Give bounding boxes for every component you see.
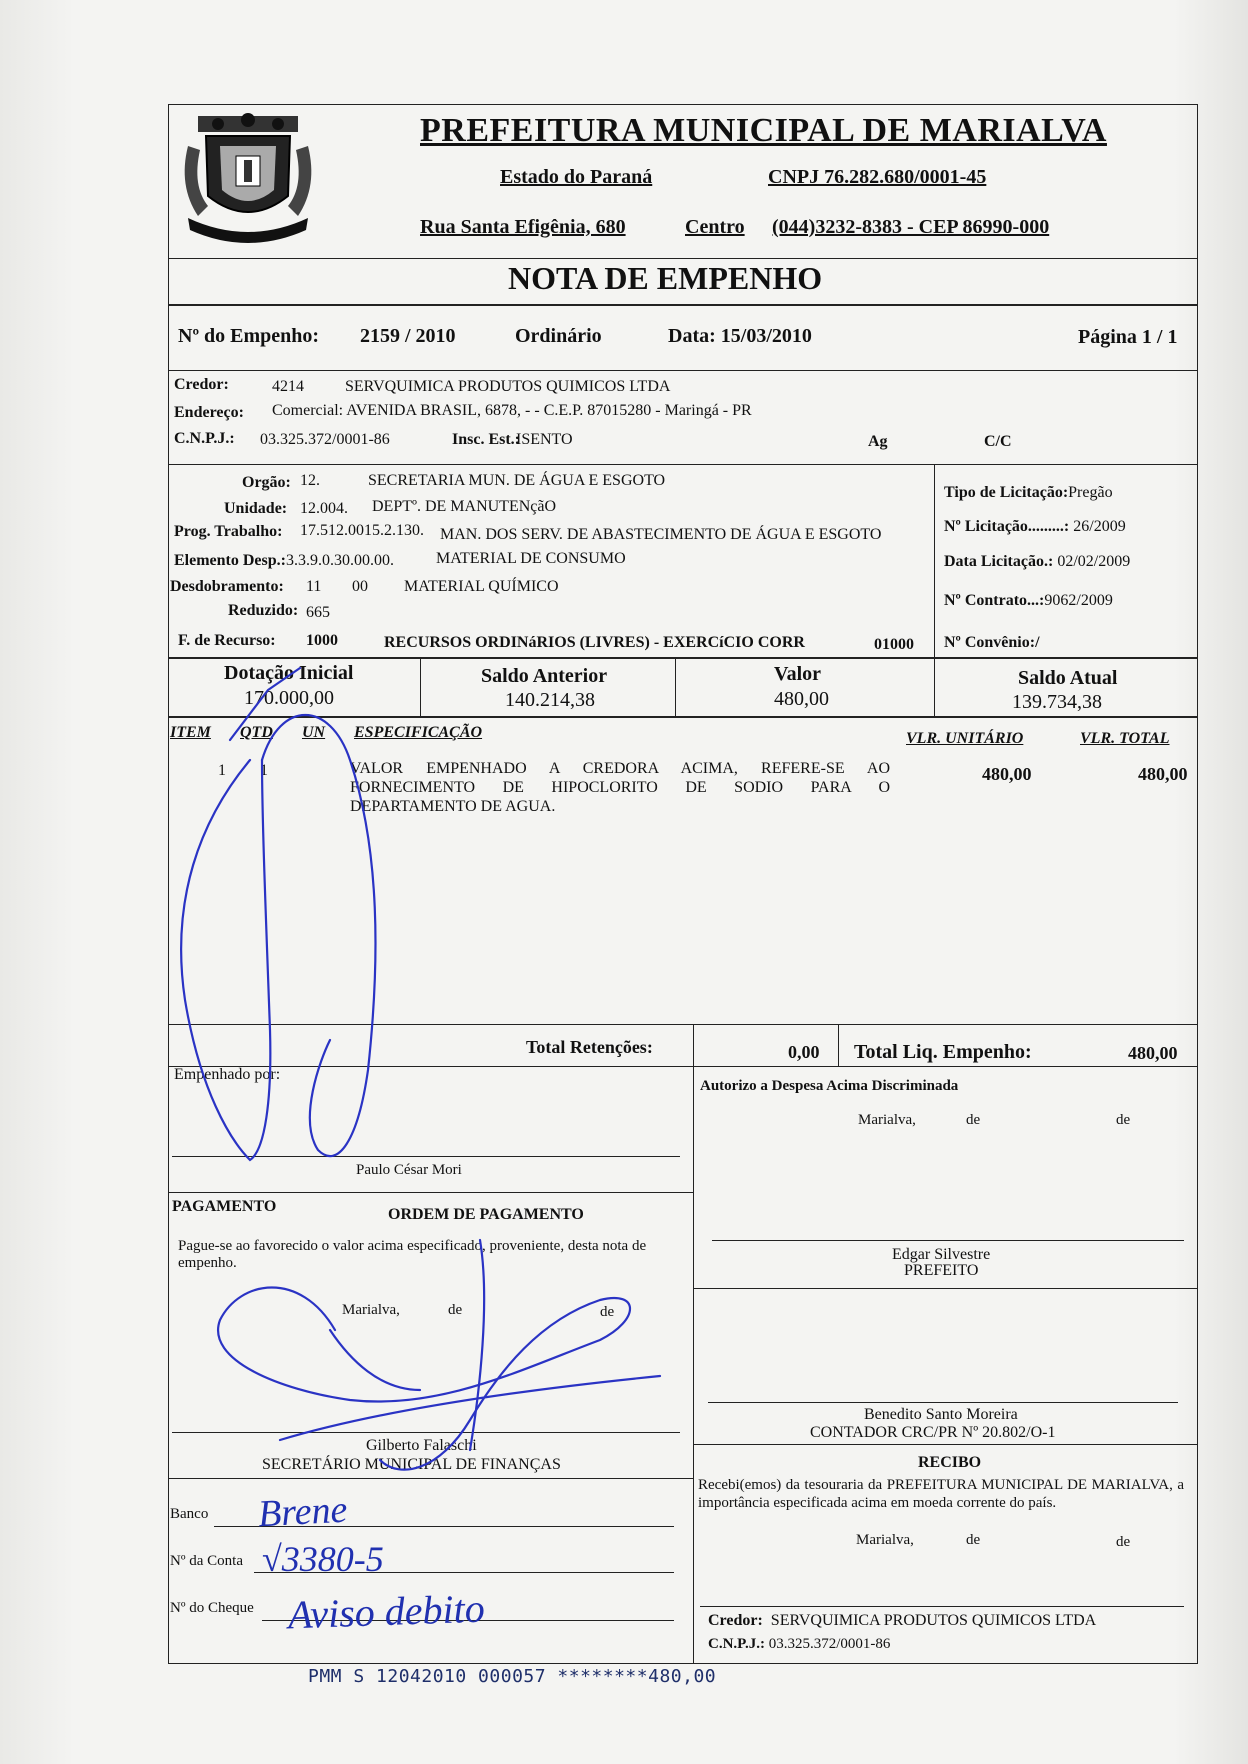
divider [693,1066,694,1664]
desd: MATERIAL QUÍMICO [404,578,559,595]
signature-line [712,1240,1184,1241]
item-spec-line-3: DEPARTAMENTO DE AGUA. [350,798,556,815]
contrato-label: Nº Contrato...: [944,592,1045,609]
empenhado-name: Paulo César Mori [356,1162,462,1178]
ordem-pagamento: ORDEM DE PAGAMENTO [388,1206,584,1223]
item-spec-line-1: VALOR EMPENHADO A CREDORA ACIMA, REFERE-SE AO [350,760,890,777]
empenho-label: Nº do Empenho: [178,325,320,347]
elem-label: Elemento Desp.: [174,552,286,569]
header-title: PREFEITURA MUNICIPAL DE MARIALVA [420,112,1107,149]
unidade-label: Unidade: [224,500,288,517]
item-unit-value: 480,00 [982,764,1032,784]
signature-line [172,1432,680,1433]
secretario-title: SECRETÁRIO MUNICIPAL DE FINANÇAS [262,1456,561,1473]
empenho-type: Ordinário [515,325,602,347]
recurso: RECURSOS ORDINáRIOS (LIVRES) - EXERCíCIO CORR [384,634,805,651]
divider [168,1192,693,1193]
recibo-de-2: de [1116,1534,1131,1550]
credor-address: Comercial: AVENIDA BRASIL, 6878, - - C.E.P. 87015280 - Maringá - PR [272,402,752,419]
recibo-cnpj-label: C.N.P.J.: [708,1636,765,1652]
valor-label: Valor [774,663,822,685]
pagamento-label: PAGAMENTO [172,1198,277,1215]
divider [693,1288,1198,1289]
divider [168,1478,693,1479]
autorizo-place: Marialva, [858,1112,916,1128]
recibo-credor: SERVQUIMICA PRODUTOS QUIMICOS LTDA [770,1612,1097,1629]
divider [838,1024,839,1066]
divider [168,304,1198,306]
retencoes-value: 0,00 [788,1042,820,1062]
recurso-code2: 01000 [874,636,914,653]
recibo-label: RECIBO [918,1454,982,1471]
desd-label: Desdobramento: [170,578,284,595]
orgao-code: 12. [300,472,320,489]
divider [934,464,935,658]
header-state: Estado do Paraná [500,166,653,188]
pagamento-de-2: de [600,1304,615,1320]
valor-value: 480,00 [774,688,829,710]
prefeito-title: PREFEITO [904,1262,979,1279]
address-label: Endereço: [174,404,244,421]
col-unit: VLR. UNITÁRIO [906,730,1024,747]
autorizo-label: Autorizo a Despesa Acima Discriminada [700,1078,959,1094]
divider [693,1024,694,1066]
orgao-label: Orgão: [242,474,291,491]
empenho-date: Data: 15/03/2010 [668,325,812,347]
desd-code2: 00 [352,578,368,595]
header-street: Rua Santa Efigênia, 680 [420,216,626,238]
recibo-text: Recebi(emos) da tesouraria da PREFEITURA MUNICIPAL DE MARIALVA, a importância especificada acima em moeda corrente do país. [698,1477,1184,1511]
liquido-label: Total Liq. Empenho: [854,1041,1032,1063]
item-total-value: 480,00 [1138,764,1188,784]
licitacao-num-label: Nº Licitação.........: [944,518,1070,535]
item-qtd: 1 [260,762,268,779]
divider [168,258,1198,259]
header-cnpj: CNPJ 76.282.680/0001-45 [768,166,987,188]
signature-line [172,1156,680,1157]
doc-title: NOTA DE EMPENHO [508,260,823,296]
cc-label: C/C [984,433,1012,450]
divider [675,657,676,717]
divider [934,657,935,717]
signature-line [708,1402,1178,1403]
bank-stamp: PMM S 12042010 000057 ********480,00 [308,1666,717,1687]
empenho-number: 2159 / 2010 [360,325,456,347]
autorizo-de-2: de [1116,1112,1131,1128]
empenhado-label: Empenhado por: [174,1066,281,1083]
dotacao-label: Dotação Inicial [224,662,354,684]
licitacao-num: 26/2009 [1073,518,1126,535]
divider [168,464,1198,465]
cnpj-label: C.N.P.J.: [174,430,235,447]
pagamento-de-1: de [448,1302,463,1318]
liquido-value: 480,00 [1128,1043,1178,1063]
col-qtd: QTD [240,724,273,741]
recurso-code: 1000 [306,632,338,649]
recibo-cnpj: 03.325.372/0001-86 [768,1636,891,1652]
contador-title: CONTADOR CRC/PR Nº 20.802/O-1 [810,1424,1056,1441]
elem-code: 3.3.9.0.30.00.00. [286,552,394,569]
recibo-credor-label: Credor: [708,1612,763,1629]
prog: MAN. DOS SERV. DE ABASTECIMENTO DE ÁGUA E ESGOTO [440,526,882,543]
page-number: Página 1 / 1 [1078,326,1178,348]
desd-code1: 11 [306,578,322,595]
reduzido: 665 [306,604,330,621]
saldo-atual-label: Saldo Atual [1018,667,1118,689]
ag-label: Ag [868,433,888,450]
saldo-atual-value: 139.734,38 [1012,691,1102,713]
licitacao-data: 02/02/2009 [1057,553,1131,570]
col-un: UN [302,724,326,741]
recibo-de-1: de [966,1532,981,1548]
ie-label: Insc. Est.: [452,431,521,448]
divider [168,1024,1198,1025]
credor-cnpj: 03.325.372/0001-86 [260,431,390,448]
credor-label: Credor: [174,376,229,393]
header-district: Centro [685,216,745,238]
licitacao-tipo-label: Tipo de Licitação: [944,484,1069,501]
credor-code: 4214 [272,378,304,395]
col-item: ITEM [170,724,211,741]
banco-label: Banco [170,1506,209,1522]
recurso-label: F. de Recurso: [178,632,276,649]
recibo-place: Marialva, [856,1532,914,1548]
elem: MATERIAL DE CONSUMO [436,550,626,567]
credor-name: SERVQUIMICA PRODUTOS QUIMICOS LTDA [345,378,671,395]
licitacao-data-label: Data Licitação.: [944,553,1054,570]
pagamento-text: Pague-se ao favorecido o valor acima especificado, proveniente, desta nota de empenho. [178,1238,647,1271]
item-spec-line-2: FORNECIMENTO DE HIPOCLORITO DE SODIO PARA O [350,779,890,796]
pagamento-place: Marialva, [342,1302,400,1318]
col-total: VLR. TOTAL [1080,730,1170,747]
divider [168,716,1198,718]
licitacao-tipo: Pregão [1068,484,1113,501]
cheque-handwritten: Aviso debito [287,1585,486,1638]
saldo-anterior-label: Saldo Anterior [481,665,608,687]
prog-label: Prog. Trabalho: [174,523,283,540]
unidade: DEPTº. DE MANUTENçãO [372,498,557,515]
banco-handwritten: Brene [256,1488,349,1536]
signature-line [700,1606,1184,1607]
cheque-label: Nº do Cheque [170,1600,254,1616]
convenio: Nº Convênio:/ [944,634,1040,651]
orgao: SECRETARIA MUN. DE ÁGUA E ESGOTO [368,472,666,489]
item-number: 1 [218,762,226,779]
contrato: 9062/2009 [1044,592,1113,609]
col-spec: ESPECIFICAÇÃO [354,724,483,741]
divider [168,1066,1198,1067]
divider [420,657,421,717]
conta-label: Nº da Conta [170,1553,243,1569]
divider [168,370,1198,371]
unidade-code: 12.004. [300,500,348,517]
prog-code: 17.512.0015.2.130. [300,522,424,539]
saldo-anterior-value: 140.214,38 [505,689,595,711]
divider [168,657,1198,659]
header-phone-cep: (044)3232-8383 - CEP 86990-000 [772,216,1050,238]
divider [693,1444,1198,1445]
retencoes-label: Total Retenções: [526,1037,653,1057]
prefeito-name: Edgar Silvestre [892,1246,991,1263]
dotacao-value: 170.000,00 [244,687,334,709]
contador-name: Benedito Santo Moreira [864,1406,1018,1423]
secretario-name: Gilberto Falaschi [366,1437,477,1454]
credor-ie: ISENTO [516,431,573,448]
autorizo-de-1: de [966,1112,981,1128]
reduzido-label: Reduzido: [228,602,299,619]
conta-handwritten: √3380-5 [262,1539,384,1579]
